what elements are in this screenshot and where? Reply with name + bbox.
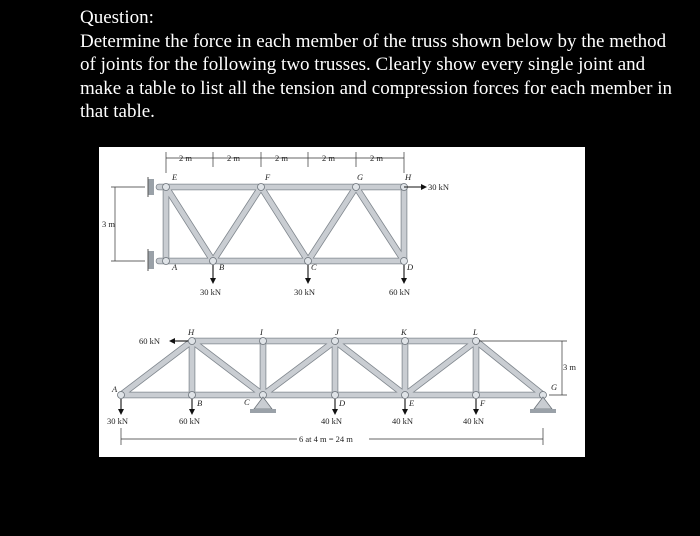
truss2-span-label: 6 at 4 m = 24 m (299, 434, 353, 444)
truss2-node-c: C (244, 397, 250, 407)
truss1-load-h (404, 182, 449, 192)
question-text (80, 6, 680, 124)
truss2-support-g (530, 397, 556, 413)
truss1-load-b (200, 265, 221, 297)
truss2-node-j: J (335, 327, 339, 337)
truss1-dimension-top (166, 152, 404, 173)
truss1-dim-2: 2 m (227, 153, 240, 163)
truss-2 (107, 327, 576, 445)
truss1-node-d: D (407, 262, 414, 272)
truss2-load-b-label: 60 kN (179, 416, 201, 426)
truss1-dim-4: 2 m (322, 153, 335, 163)
truss2-node-a: A (112, 384, 118, 394)
truss1-node-c: C (311, 262, 317, 272)
truss2-load-h-label: 60 kN (139, 336, 161, 346)
truss-diagram (99, 147, 585, 457)
truss1-height-label: 3 m (102, 219, 115, 229)
truss2-node-d: D (339, 398, 346, 408)
truss2-height-label: 3 m (563, 362, 576, 372)
truss2-node-g: G (551, 382, 558, 392)
truss-1 (102, 152, 449, 297)
truss1-node-e: E (172, 172, 178, 182)
truss1-dim-1: 2 m (179, 153, 192, 163)
truss2-members (121, 341, 543, 395)
truss2-node-h: H (188, 327, 195, 337)
truss2-load-h (139, 336, 188, 346)
truss1-wall-support-top (148, 177, 154, 197)
truss1-dim-5: 2 m (370, 153, 383, 163)
truss2-dimension-height (479, 341, 576, 395)
truss1-load-h-label: 30 kN (428, 182, 450, 192)
truss1-wall-support-bottom (148, 249, 154, 271)
truss1-node-a: A (172, 262, 178, 272)
question-body: Determine the force in each member of the truss shown below by the method of joints for the following two trusses. Clearly show every single joint and make a table to list all the tension and compression forces for each member in that table. (80, 30, 672, 122)
truss2-load-a-label: 30 kN (107, 416, 129, 426)
truss2-load-a (107, 399, 128, 426)
truss2-support-c (250, 397, 276, 413)
question-heading: Question: (80, 7, 154, 28)
truss1-load-c-label: 30 kN (294, 287, 316, 297)
truss2-node-e: E (409, 398, 415, 408)
truss2-load-e-label: 40 kN (392, 416, 414, 426)
truss1-dimension-height (102, 187, 145, 261)
truss2-dimension-span (121, 428, 543, 445)
truss1-load-d-label: 60 kN (389, 287, 411, 297)
truss2-node-b: B (197, 398, 203, 408)
truss2-node-k: K (401, 327, 407, 337)
truss2-load-f-label: 40 kN (463, 416, 485, 426)
truss1-node-g: G (357, 172, 364, 182)
truss1-node-b: B (219, 262, 225, 272)
truss-figure (99, 147, 585, 457)
truss2-node-f: F (480, 398, 486, 408)
truss2-node-l: L (473, 327, 478, 337)
truss1-members (159, 187, 404, 261)
truss1-dim-3: 2 m (275, 153, 288, 163)
truss1-node-f: F (265, 172, 271, 182)
truss1-node-h: H (405, 172, 412, 182)
truss2-load-d-label: 40 kN (321, 416, 343, 426)
truss2-node-i: I (260, 327, 263, 337)
truss1-load-b-label: 30 kN (200, 287, 222, 297)
